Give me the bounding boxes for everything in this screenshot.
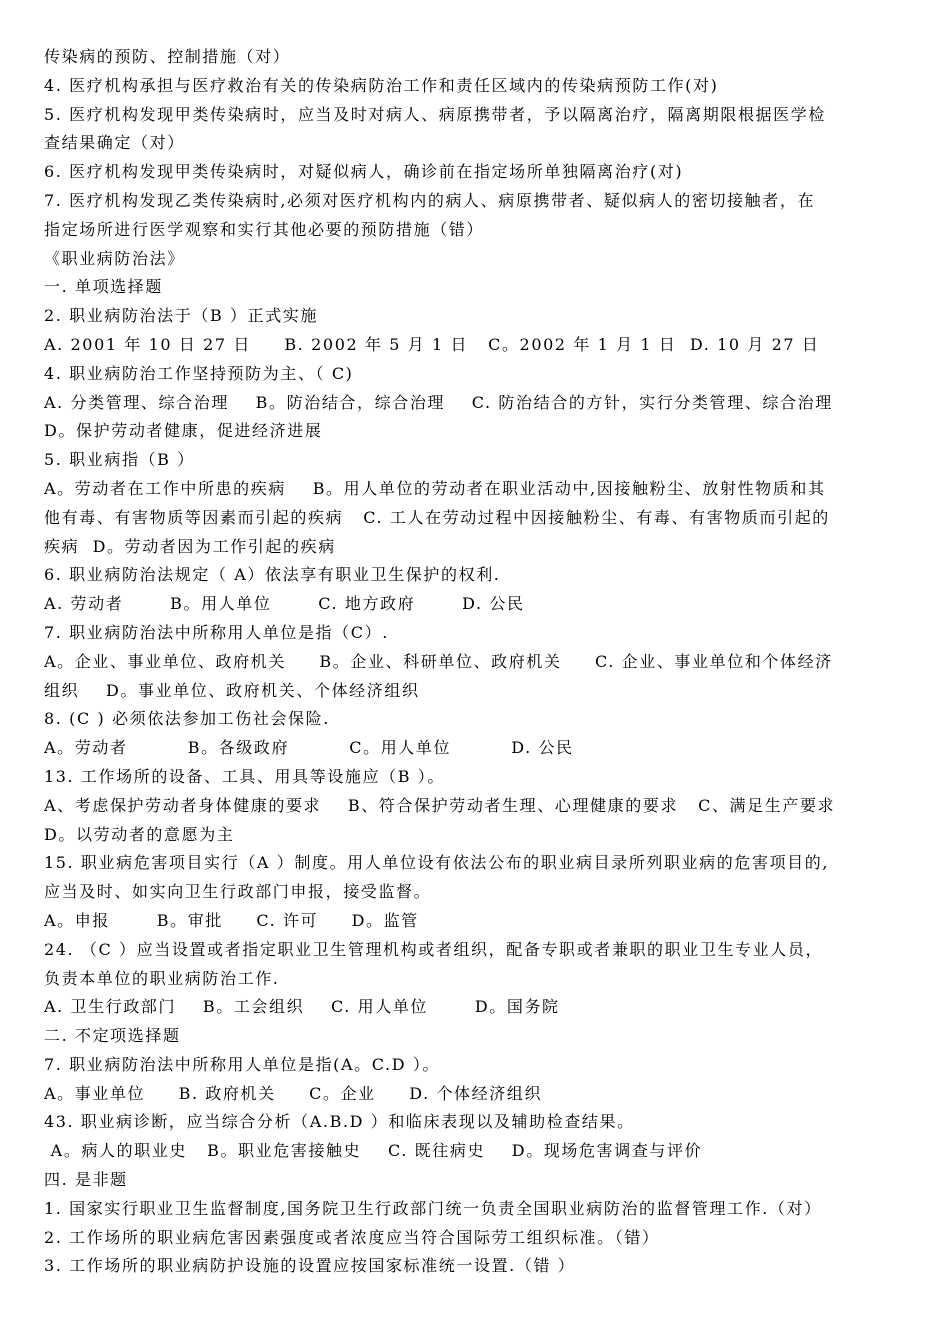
question: 负责本单位的职业病防治工作. [44,968,280,988]
question: 6. 职业病防治法规定（ A）依法享有职业卫生保护的权利. [44,565,501,585]
section-heading: 四. 是非题 [44,1170,128,1190]
answer-options: A. 劳动者 B。用人单位 C. 地方政府 D. 公民 [44,594,525,614]
answer-options: A。申报 B。审批 C. 许可 D。监管 [44,910,419,930]
document-page [44,43,910,1281]
text-line: 指定场所进行医学观察和实行其他必要的预防措施（错） [44,219,485,239]
answer-options: A. 分类管理、综合治理 B。防治结合，综合治理 C. 防治结合的方针，实行分类管理、综合治理 [44,392,833,412]
answer-options: A。事业单位 B. 政府机关 C。企业 D. 个体经济组织 [44,1083,543,1103]
question: 24. （C ）应当设置或者指定职业卫生管理机构或者组织，配备专职或者兼职的职业卫生专业人员， [44,939,824,959]
question: 5. 职业病指（B ） [44,450,195,470]
question: 8. (C ) 必须依法参加工伤社会保险. [44,709,330,729]
statement: 2. 工作场所的职业病危害因素强度或者浓度应当符合国际劳工组织标准。（错） [44,1227,660,1247]
question: 43. 职业病诊断，应当综合分析（A.B.D ）和临床表现以及辅助检查结果。 [44,1112,635,1132]
section-heading: 一. 单项选择题 [44,277,163,297]
text-line: 7. 医疗机构发现乙类传染病时,必须对医疗机构内的病人、病原携带者、疑似病人的密切接触者，在 [44,190,816,210]
answer-options: D。保护劳动者健康，促进经济进展 [44,421,323,441]
question: 2. 职业病防治法于（B ）正式实施 [44,306,318,326]
answer-options: A、考虑保护劳动者身体健康的要求 B、符合保护劳动者生理、心理健康的要求 C、满足生产要求 [44,795,836,815]
question: 7. 职业病防治法中所称用人单位是指（C）. [44,622,389,642]
answer-options: A。劳动者 B。各级政府 C。用人单位 D. 公民 [44,738,574,758]
statement: 3. 工作场所的职业病防护设施的设置应按国家标准统一设置.（错 ） [44,1256,576,1276]
statement: 1. 国家实行职业卫生监督制度,国务院卫生行政部门统一负责全国职业病防治的监督管理工作.（对） [44,1198,822,1218]
text-line: 6. 医疗机构发现甲类传染病时，对疑似病人，确诊前在指定场所单独隔离治疗(对) [44,162,684,182]
text-line: 5. 医疗机构发现甲类传染病时，应当及时对病人、病原携带者，予以隔离治疗，隔离期限根据医学检 [44,104,826,124]
answer-options: 组织 D。事业单位、政府机关、个体经济组织 [44,680,420,700]
question: 应当及时、如实向卫生行政部门申报，接受监督。 [44,882,432,902]
text-line: 传染病的预防、控制措施（对） [44,47,291,66]
answer-options: A。病人的职业史 B。职业危害接触史 C. 既往病史 D。现场危害调查与评价 [44,1141,703,1161]
answer-options: 他有毒、有害物质等因素而引起的疾病 C. 工人在劳动过程中因接触粉尘、有毒、有害物质而引起的 [44,507,830,527]
answer-options: A. 2001 年 10 日 27 日 B. 2002 年 5 月 1 日 C。2002 年 1 月 1 日 D. 10 月 27 日 [44,334,820,354]
question: 7. 职业病防治法中所称用人单位是指(A。C.D ）。 [44,1054,441,1074]
answer-options: A。企业、事业单位、政府机关 B。企业、科研单位、政府机关 C. 企业、事业单位和个体经济 [44,651,833,671]
section-title: 《职业病防治法》 [44,248,185,268]
question: 4. 职业病防治工作坚持预防为主、（ C) [44,363,354,383]
answer-options: D。以劳动者的意愿为主 [44,824,235,844]
answer-options: A。劳动者在工作中所患的疾病 B。用人单位的劳动者在职业活动中,因接触粉尘、放射性物质和其 [44,478,826,498]
section-heading: 二. 不定项选择题 [44,1026,181,1046]
question: 15. 职业病危害项目实行（A ）制度。用人单位设有依法公布的职业病目录所列职业病的危害项目的, [44,853,830,873]
question: 13. 工作场所的设备、工具、用具等设施应（B ）。 [44,766,445,786]
answer-options: A. 卫生行政部门 B。工会组织 C. 用人单位 D。国务院 [44,997,560,1017]
text-line: 4. 医疗机构承担与医疗救治有关的传染病防治工作和责任区域内的传染病预防工作(对) [44,75,719,95]
text-line: 查结果确定（对） [44,133,185,153]
answer-options: 疾病 D。劳动者因为工作引起的疾病 [44,536,336,556]
